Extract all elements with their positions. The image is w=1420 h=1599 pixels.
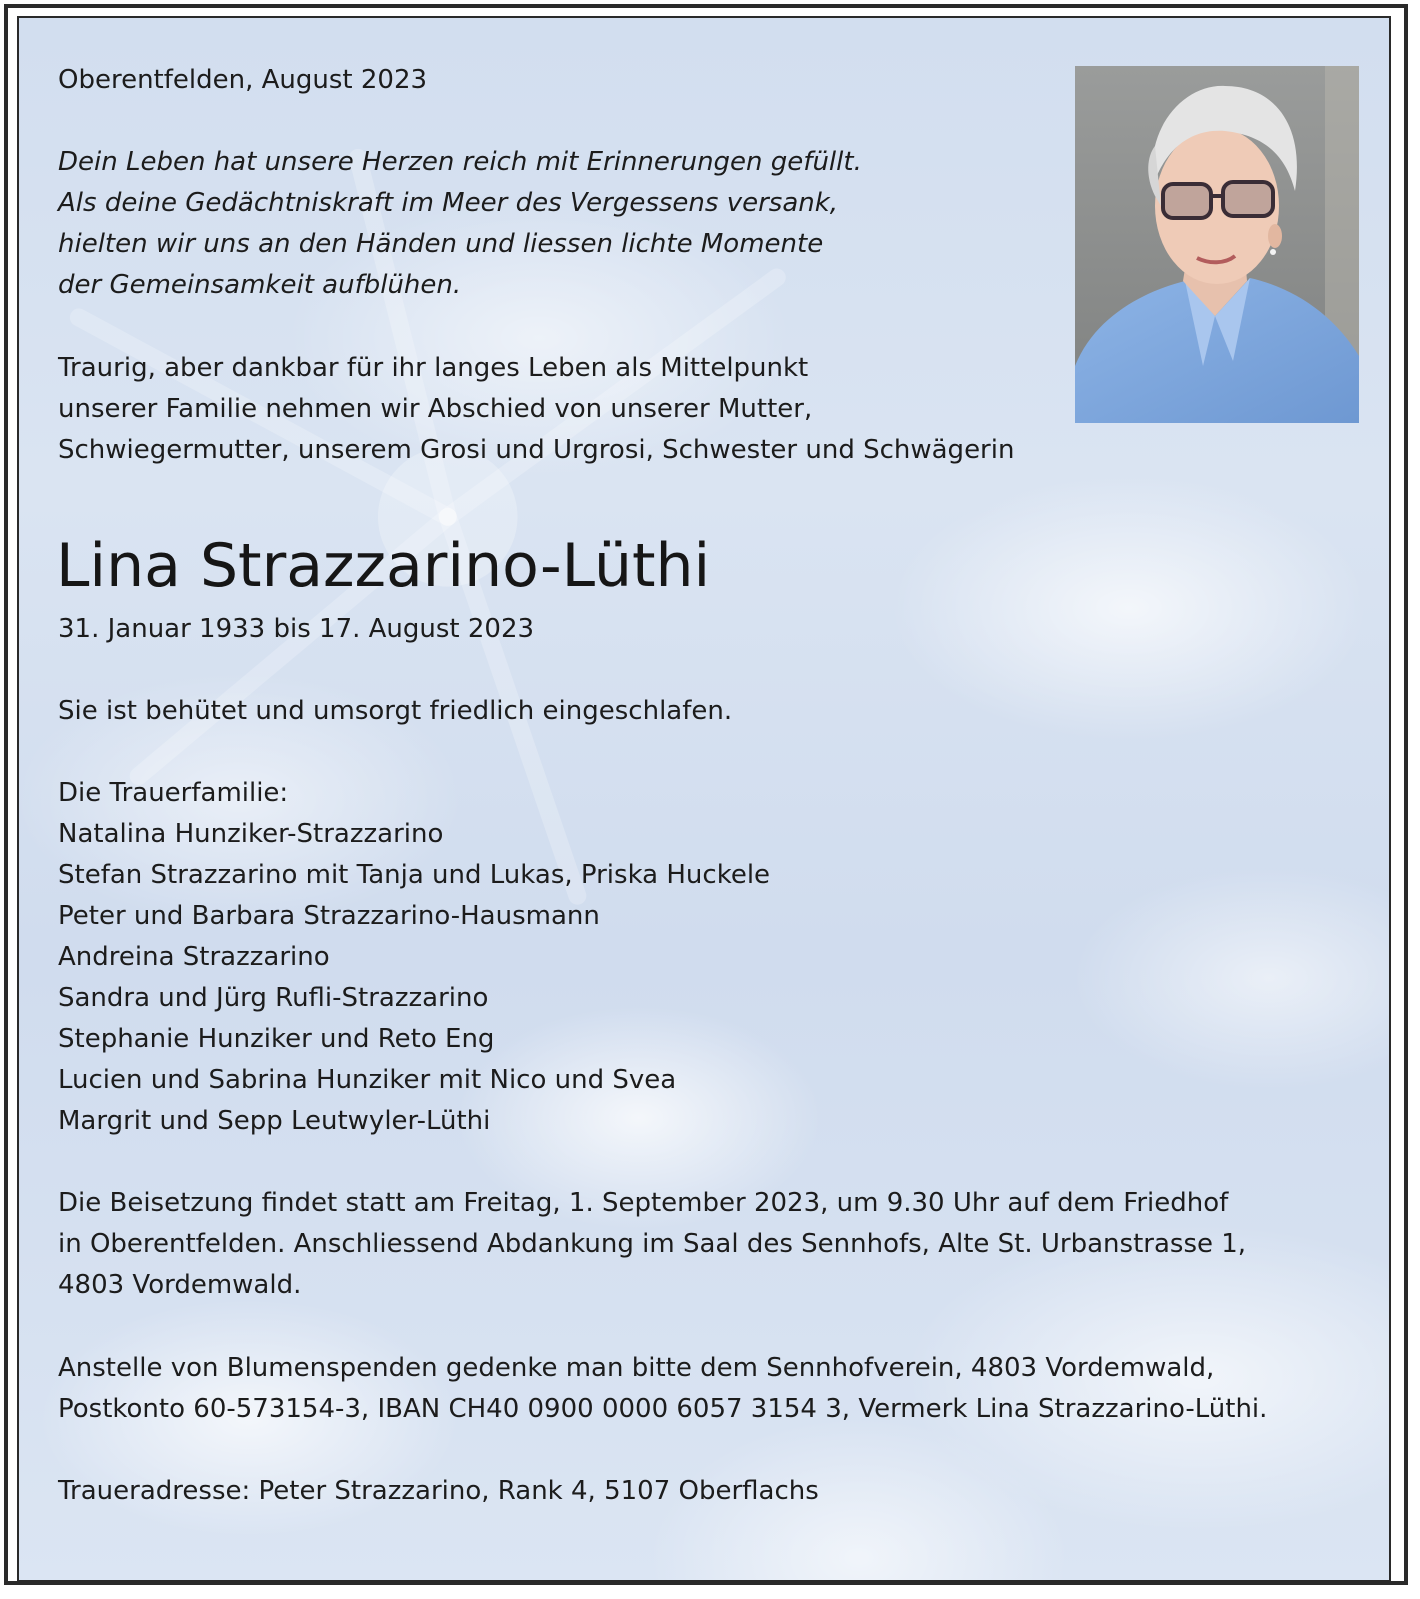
mourning-address: Traueradresse: Peter Strazzarino, Rank 4, 5107 Oberflachs [58,1476,819,1506]
intro-line: Schwiegermutter, unserem Grosi und Urgrosi, Schwester und Schwägerin [58,435,1015,465]
family-heading: Die Trauerfamilie: [58,778,289,808]
family-member: Peter und Barbara Strazzarino-Hausmann [58,901,600,931]
intro-line: Traurig, aber dankbar für ihr langes Leben als Mittelpunkt [58,353,809,383]
portrait-photo [1075,66,1359,423]
funeral-line: Die Beisetzung findet statt am Freitag, 1. September 2023, um 9.30 Uhr auf dem Friedhof [58,1188,1229,1218]
poem-line: hielten wir uns an den Händen und liessen lichte Momente [58,229,824,259]
family-member: Stefan Strazzarino mit Tanja und Lukas, Priska Huckele [58,860,771,890]
notice-panel [17,16,1391,1582]
family-member: Margrit und Sepp Leutwyler-Lüthi [58,1106,491,1136]
poem-line: der Gemeinsamkeit aufblühen. [58,270,462,300]
donation-line: Anstelle von Blumenspenden gedenke man bitte dem Sennhofverein, 4803 Vordemwald, [58,1353,1215,1383]
family-member: Lucien und Sabrina Hunziker mit Nico und Svea [58,1065,677,1095]
family-member: Andreina Strazzarino [58,942,330,972]
poem-line: Als deine Gedächtniskraft im Meer des Vergessens versank, [58,188,839,218]
statement: Sie ist behütet und umsorgt friedlich eingeschlafen. [58,696,733,726]
deceased-name: Lina Strazzarino-Lüthi [56,531,711,601]
place-date: Oberentfelden, August 2023 [58,65,428,95]
funeral-line: 4803 Vordemwald. [58,1270,302,1300]
poem [58,142,862,306]
donation-paragraph [58,1348,1267,1430]
family-member: Sandra und Jürg Rufli-Strazzarino [58,983,489,1013]
family-list [58,773,770,1142]
family-member: Stephanie Hunziker und Reto Eng [58,1024,495,1054]
portrait-image [1075,66,1359,423]
life-dates: 31. Januar 1933 bis 17. August 2023 [58,614,535,644]
funeral-paragraph [58,1183,1246,1306]
intro-paragraph [58,348,1014,471]
intro-line: unserer Familie nehmen wir Abschied von unserer Mutter, [58,394,813,424]
family-member: Natalina Hunziker-Strazzarino [58,819,444,849]
funeral-line: in Oberentfelden. Anschliessend Abdankung im Saal des Sennhofs, Alte St. Urbanstrasse 1, [58,1229,1247,1259]
poem-line: Dein Leben hat unsere Herzen reich mit Erinnerungen gefüllt. [58,147,862,177]
donation-line: Postkonto 60-573154-3, IBAN CH40 0900 0000 6057 3154 3, Vermerk Lina Strazzarino-Lüthi. [58,1394,1268,1424]
